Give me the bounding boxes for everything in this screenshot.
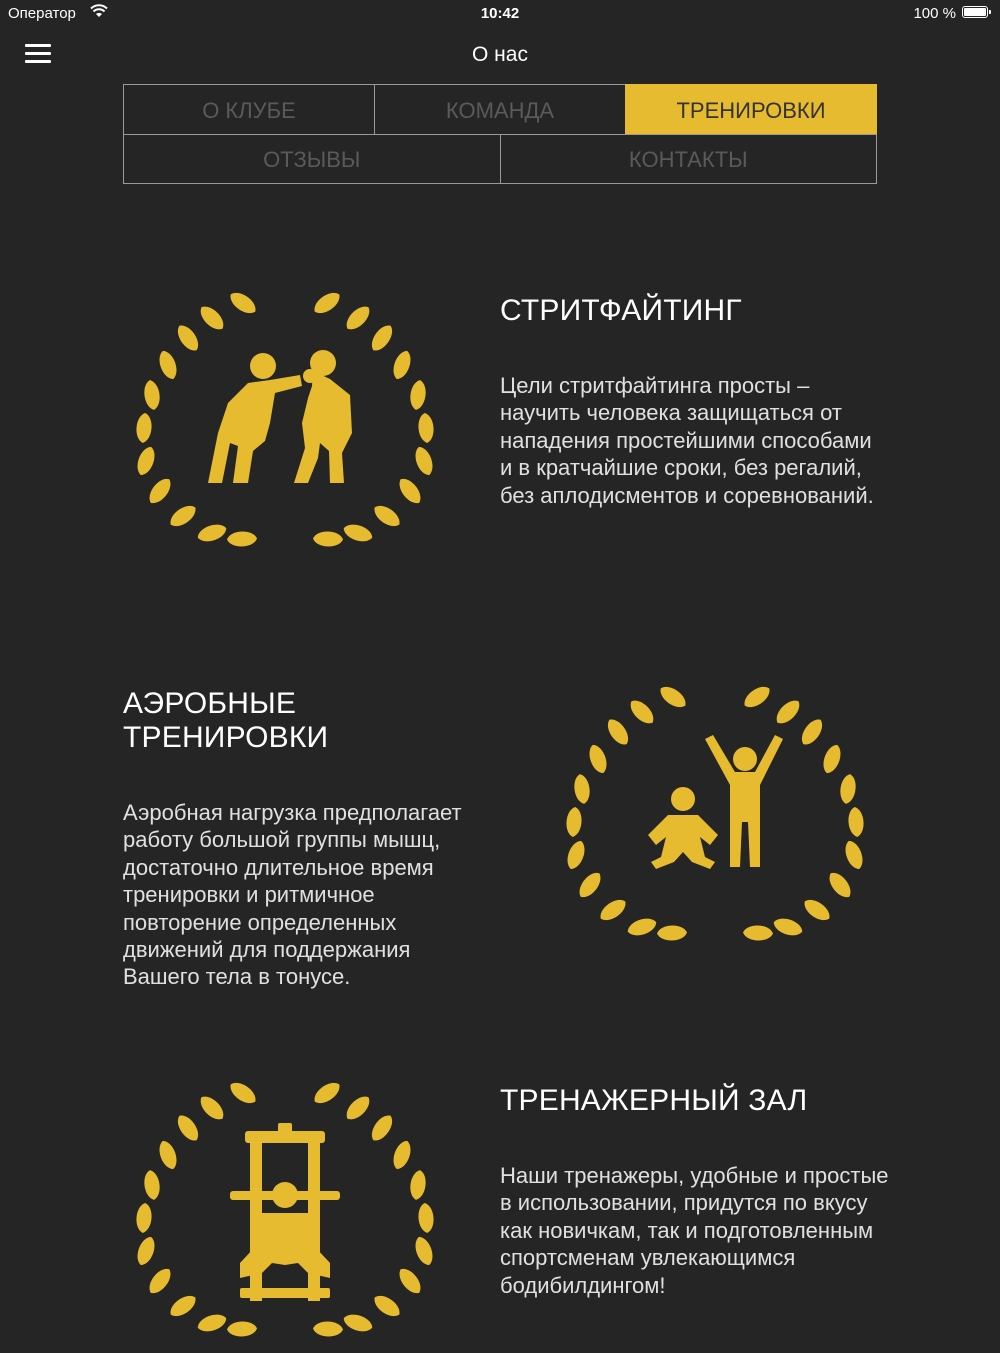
segment-tabs <box>123 84 877 184</box>
tab-team[interactable]: КОМАНДА <box>374 84 626 135</box>
tab-reviews[interactable]: ОТЗЫВЫ <box>123 134 501 184</box>
section-aerobics <box>123 687 493 991</box>
gym-machine-laurel-icon <box>130 1073 440 1353</box>
tab-contacts[interactable]: КОНТАКТЫ <box>500 134 878 184</box>
battery-icon <box>962 6 988 18</box>
section-streetfighting <box>500 294 890 509</box>
page-title: О нас <box>472 43 528 66</box>
tab-row-1 <box>123 84 877 135</box>
tab-about-club[interactable]: О КЛУБЕ <box>123 84 375 135</box>
section-description: Наши тренажеры, удобные и простые в использовании, придутся по вкусу как новичкам, так и подготовленным спортсменам увлекающимся бодибилдингом! <box>500 1163 889 1298</box>
section-description: Аэробная нагрузка предполагает работу большой группы мышц, достаточно длительное время тренировки и ритмичное повторение определенных движений для поддержания Вашего тела в тонусе. <box>123 800 462 990</box>
boxing-laurel-icon <box>130 283 440 563</box>
carrier-label: Оператор <box>8 5 76 22</box>
aerobics-laurel-icon <box>560 677 870 957</box>
battery-percent: 100 % <box>913 5 956 22</box>
section-description: Цели стритфайтинга просты – научить человека защищаться от нападения простейшими способами и в кратчайшие сроки, без регалий, без аплодисментов и соревнований. <box>500 373 874 508</box>
section-title: СТРИТФАЙТИНГ <box>500 294 742 327</box>
tab-trainings[interactable]: ТРЕНИРОВКИ <box>625 84 877 135</box>
tab-row-2 <box>123 135 877 184</box>
section-gym <box>500 1084 890 1299</box>
section-title: ТРЕНАЖЕРНЫЙ ЗАЛ <box>500 1084 808 1117</box>
section-title: АЭРОБНЫЕ ТРЕНИРОВКИ <box>123 687 329 754</box>
clock: 10:42 <box>480 5 520 22</box>
status-bar <box>0 0 1000 28</box>
